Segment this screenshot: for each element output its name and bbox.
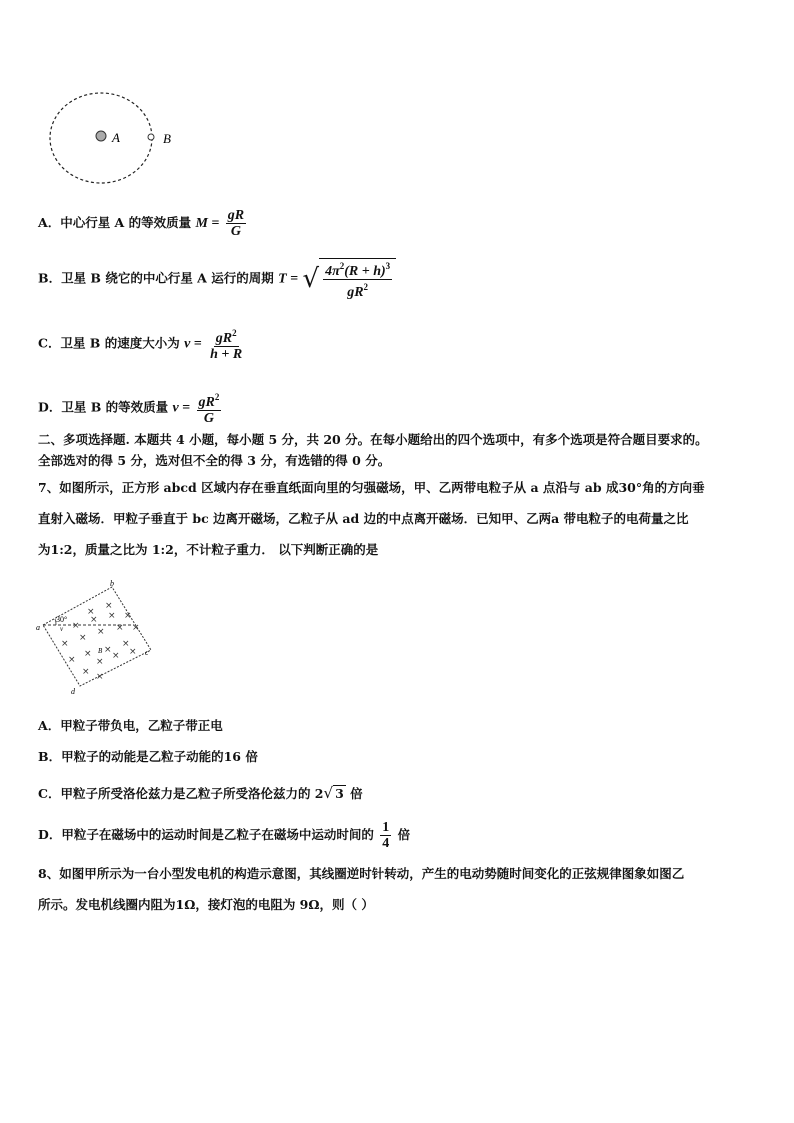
vertex-c: c [145, 648, 149, 657]
q6-option-b-lhs: T = [278, 271, 299, 287]
planet-a [96, 131, 106, 141]
vertex-a: a [36, 623, 40, 632]
q7-line3: 为1:2，质量之比为 1:2，不计粒子重力． 以下判断正确的是 [38, 542, 379, 557]
q6-option-d-lhs: v = [172, 400, 191, 416]
svg-text:×: × [108, 611, 116, 621]
svg-text:×: × [82, 667, 90, 677]
q6-option-a-lhs: M = [195, 216, 220, 231]
svg-text:×: × [122, 639, 130, 649]
q6-option-d-num-exp: 2 [214, 392, 220, 402]
q6-option-d-den: G [203, 411, 215, 426]
magnetic-field-figure [34, 580, 159, 698]
q6-option-a-den: G [230, 224, 241, 239]
svg-text:×: × [96, 672, 104, 682]
q6-option-c-text: C．卫星 B 的速度大小为 [38, 335, 180, 351]
svg-text:×: × [129, 647, 137, 657]
svg-text:×: × [87, 607, 95, 617]
svg-text:×: × [124, 611, 132, 621]
section2-line2: 全部选对的得 5 分，选对但不全的得 3 分，有选错的得 0 分。 [38, 453, 391, 468]
svg-text:×: × [116, 623, 124, 633]
svg-text:×: × [105, 601, 113, 611]
q6-option-b-den-exp: 2 [363, 282, 369, 292]
sqrt-sign: √ [302, 264, 320, 294]
q7-option-d-fraction [380, 820, 391, 851]
svg-text:×: × [84, 649, 92, 659]
q6-option-a-text: A．中心行星 A 的等效质量 [38, 215, 192, 230]
q6-option-c [38, 326, 246, 362]
q7-option-d-post: 倍 [397, 827, 411, 842]
section2-line1: 二、多项选择题. 本题共 4 小题，每小题 5 分，共 20 分。在每小题给出的四个选项中，有多个选项是符合题目要求的。 [38, 432, 708, 447]
q7-option-c-pre: C．甲粒子所受洛伦兹力是乙粒子所受洛伦兹力的 2 [38, 786, 324, 801]
q7-option-c-root: 3 [335, 786, 344, 801]
q6-option-d [38, 390, 223, 426]
q7-option-d-num: 1 [382, 820, 390, 835]
q6-option-b-num-pre: 4π [325, 264, 340, 279]
angle-label: 30° [56, 615, 68, 624]
q6-option-c-lhs: v = [184, 336, 202, 352]
q6-option-d-text: D．卫星 B 的等效质量 [38, 399, 169, 415]
q7-option-d-den: 4 [382, 836, 390, 851]
q6-option-c-den: h + R [210, 347, 243, 362]
q6-option-c-num: gR [215, 331, 233, 346]
q6-option-a-num: gR [227, 208, 245, 223]
q6-option-b-radicand [319, 258, 396, 300]
svg-text:×: × [132, 623, 140, 633]
svg-text:×: × [96, 657, 104, 667]
vertex-b: b [110, 580, 114, 588]
q7-option-b: B．甲粒子的动能是乙粒子动能的16 倍 [38, 749, 258, 764]
q7-option-d-pre: D．甲粒子在磁场中的运动时间是乙粒子在磁场中运动时间的 [38, 827, 374, 842]
field-crosses [61, 601, 140, 682]
q7-option-a: A．甲粒子带负电，乙粒子带正电 [38, 718, 223, 733]
velocity-label: v [60, 625, 64, 633]
label-b: B [163, 131, 171, 146]
q6-option-b [38, 258, 396, 300]
q7-option-d [38, 820, 410, 851]
q7-line2: 直射入磁场．甲粒子垂直于 bc 边离开磁场，乙粒子从 ad 边的中点离开磁场．已知甲、乙两a 带电粒子的电荷量之比 [38, 511, 689, 526]
q6-option-b-num-post: (R + h) [344, 264, 386, 279]
q6-option-d-num: gR [198, 395, 215, 410]
svg-text:×: × [104, 645, 112, 655]
q6-option-c-fraction [208, 326, 244, 362]
svg-text:×: × [97, 627, 105, 637]
q8-line2: 所示。发电机线圈内阻为1Ω，接灯泡的电阻为 9Ω，则（ ） [38, 897, 374, 912]
q8-line1: 8、如图甲所示为一台小型发电机的构造示意图，其线圈逆时针转动，产生的电动势随时间变化的正弦规律图象如图乙 [38, 866, 685, 881]
q6-option-a [38, 208, 248, 239]
q6-option-b-text: B．卫星 B 绕它的中心行星 A 运行的周期 [38, 270, 274, 286]
label-a: A [112, 130, 120, 145]
q6-option-b-num-exp2: 3 [385, 261, 391, 271]
svg-text:×: × [90, 615, 98, 625]
field-label: B [98, 647, 103, 655]
q6-option-b-den: gR [347, 285, 364, 300]
q7-option-c [38, 785, 363, 802]
sqrt-sign: √ [323, 784, 334, 802]
q6-option-c-num-exp: 2 [232, 328, 237, 338]
orbit-figure [48, 90, 188, 190]
q7-option-c-post: 倍 [350, 786, 363, 801]
vertex-d: d [71, 687, 75, 696]
svg-text:×: × [68, 655, 76, 665]
q6-option-b-num-exp: 2 [339, 261, 345, 271]
svg-text:×: × [79, 633, 87, 643]
svg-text:×: × [72, 621, 80, 631]
q6-option-a-fraction [226, 208, 246, 239]
satellite-b [148, 134, 154, 140]
svg-text:×: × [112, 651, 120, 661]
q7-line1: 7、如图所示，正方形 abcd 区域内存在垂直纸面向里的匀强磁场，甲、乙两带电粒子从 a 点沿与 ab 成30°角的方向垂 [38, 480, 705, 495]
q6-option-d-fraction [197, 390, 222, 426]
svg-text:×: × [61, 639, 69, 649]
